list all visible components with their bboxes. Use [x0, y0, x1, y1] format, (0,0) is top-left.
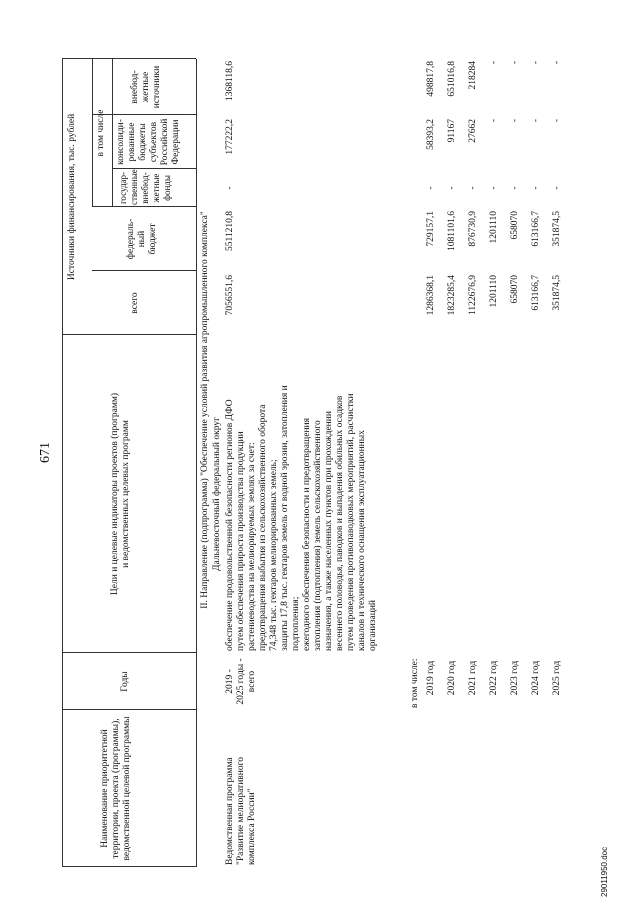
footer-filename: 29011950.doc: [600, 846, 609, 897]
col-border-5: [92, 206, 196, 207]
year-federal: 351874,5: [552, 211, 562, 247]
year-total: 1122676,9: [468, 275, 478, 316]
table-top-border: [62, 59, 63, 867]
program-name: Ведомственная программа "Развитие мелиоративного комплекса России": [225, 756, 257, 865]
year-state-funds: -: [531, 186, 541, 190]
year-offbudget: 498817,8: [426, 61, 436, 97]
year-regional: -: [489, 119, 499, 123]
col-border-0: [62, 866, 196, 867]
year-total: 1823285,4: [447, 275, 457, 316]
header-name: Наименование приоритетной территории, проекта (программы), ведомственной целевой программы: [100, 716, 132, 861]
year-label: 2024 год: [531, 660, 541, 696]
year-federal: 658070: [510, 211, 520, 240]
header-total: всего: [130, 292, 140, 314]
district-title: Дальневосточный федеральный округ: [212, 417, 222, 571]
year-label: 2020 год: [447, 660, 457, 696]
year-federal: 1081101,6: [447, 211, 457, 252]
year-state-funds: -: [468, 186, 478, 190]
col-border-6: [112, 168, 196, 169]
year-state-funds: -: [489, 186, 499, 190]
header-in-including: в том числе: [96, 109, 106, 157]
page-number: 671: [38, 442, 53, 463]
including-label: в том числе:: [410, 658, 420, 708]
header-bottom-border: [196, 59, 197, 867]
year-offbudget: -: [510, 61, 520, 65]
in-including-divider: [92, 59, 93, 207]
program-offbudget: 1368118,6: [225, 61, 235, 102]
year-regional: 91167: [447, 119, 457, 143]
year-offbudget: 218284: [468, 61, 478, 90]
year-offbudget: -: [552, 61, 562, 65]
year-total: 1286368,1: [426, 275, 436, 316]
year-regional: -: [510, 119, 520, 123]
year-label: 2025 год: [552, 660, 562, 696]
year-federal: 1201110: [489, 211, 499, 244]
year-federal: 613166,7: [531, 211, 541, 247]
header-sources: Источники финансирования, тыс. рублей: [67, 113, 77, 281]
year-regional: 58393,2: [426, 119, 436, 150]
program-federal: 5511210,8: [225, 211, 235, 252]
col-border-4: [92, 270, 196, 271]
year-label: 2022 год: [489, 660, 499, 696]
year-regional: 27662: [468, 119, 478, 143]
header-federal: федераль- ный бюджет: [126, 218, 158, 260]
header-state-funds: государ- ственные внебюд- жетные фонды: [118, 169, 172, 205]
year-federal: 729157,1: [426, 211, 436, 247]
year-federal: 876730,9: [468, 211, 478, 247]
year-offbudget: -: [531, 61, 541, 65]
header-regional: консолиди- рованные бюджеты субъектов Российской Федерации: [116, 118, 181, 166]
year-offbudget: -: [489, 61, 499, 65]
program-state-funds: -: [225, 186, 235, 190]
year-total: 658070: [510, 275, 520, 304]
year-offbudget: 651016,8: [447, 61, 457, 97]
program-regional: 177222,2: [225, 119, 235, 155]
year-total: 351874,5: [552, 275, 562, 311]
header-offbudget: внебюд- жетные источники: [130, 65, 162, 109]
year-state-funds: -: [447, 186, 457, 190]
header-goals: Цели и целевые индикаторы проектов (программ) и ведомственных целевых программ: [110, 392, 131, 596]
year-total: 1201110: [489, 275, 499, 308]
program-goals: обеспечение продовольственной безопасности регионов ДФО путем обеспечения прироста производства продукции растениеводства на мелиорируемых землях за счет: предотвращения выбытия из сельскохозяйственного оборота 74,348 тыс. гектаров мелиорированных земель; защиты 17,8 тыс. гектаров земель от водной эрозии, затопления и подтопления; ежегодного обеспечения безопасности и предотвращения затопления (подтопления) земель сельскохозяйственного назначения, а также населенных пунктов при прохождении весеннего половодья, паводков и выпадения обильных осадков путем проведения противопаводковых мероприятий, расчистки каналов и технического оснащения эксплуатационных организаций: [225, 385, 378, 651]
year-label: 2021 год: [468, 660, 478, 696]
header-years: Годы: [120, 671, 130, 692]
year-total: 613166,7: [531, 275, 541, 311]
col-border-3: [62, 334, 196, 335]
year-state-funds: -: [552, 186, 562, 190]
year-state-funds: -: [510, 186, 520, 190]
program-total: 7056551,6: [225, 275, 235, 316]
year-label: 2019 год: [426, 660, 436, 696]
col-border-1: [62, 709, 196, 710]
year-regional: -: [531, 119, 541, 123]
program-years: 2019 - 2025 годы - всего: [225, 658, 257, 705]
col-border-8: [62, 58, 196, 59]
subheader-divider: [112, 59, 113, 207]
col-border-2: [62, 652, 196, 653]
year-label: 2023 год: [510, 660, 520, 696]
year-state-funds: -: [426, 186, 436, 190]
year-regional: -: [552, 119, 562, 123]
col-border-7: [92, 114, 196, 115]
section-title: II. Направление (подпрограмма) "Обеспечение условий развития агропромышленного комплекса": [200, 211, 210, 609]
